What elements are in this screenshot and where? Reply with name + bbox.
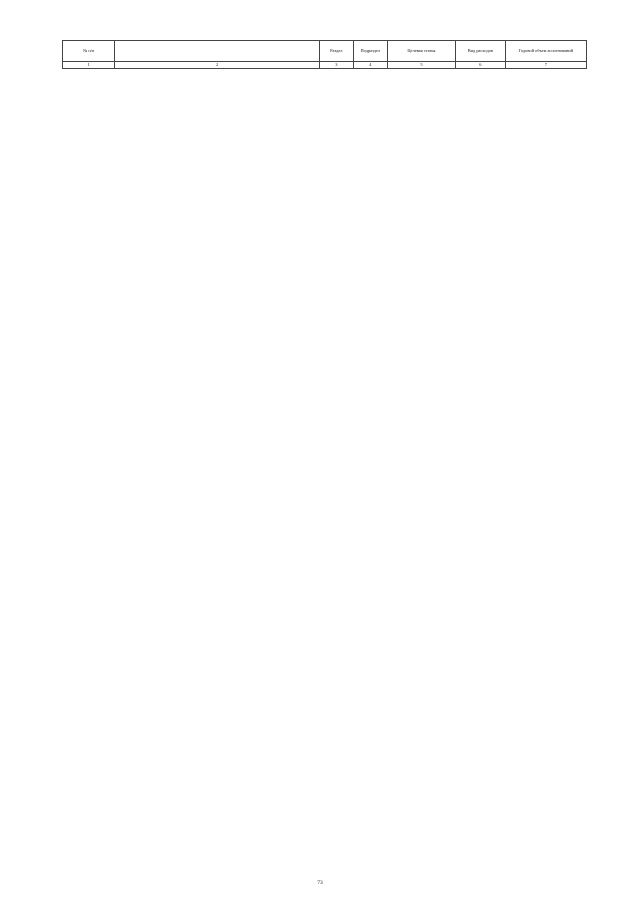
column-number: 5 [387,62,455,69]
column-number: 7 [505,62,586,69]
page-number: 73 [317,880,323,886]
column-number: 6 [455,62,505,69]
column-number: 4 [353,62,387,69]
header-target-article: Целевая статья [387,41,455,62]
header-section: Раздел [319,41,353,62]
column-number: 3 [319,62,353,69]
header-name [115,41,319,62]
column-number: 1 [63,62,115,69]
budget-table [62,40,587,69]
header-expense-type: Вид расходов [455,41,505,62]
column-number-row [63,62,587,69]
document-page [62,40,587,69]
header-number: № п/п [63,41,115,62]
table-header-row [63,41,587,62]
header-annual-amount: Годовой объем ассигнований [505,41,586,62]
column-number: 2 [115,62,319,69]
header-subsection: Подраздел [353,41,387,62]
